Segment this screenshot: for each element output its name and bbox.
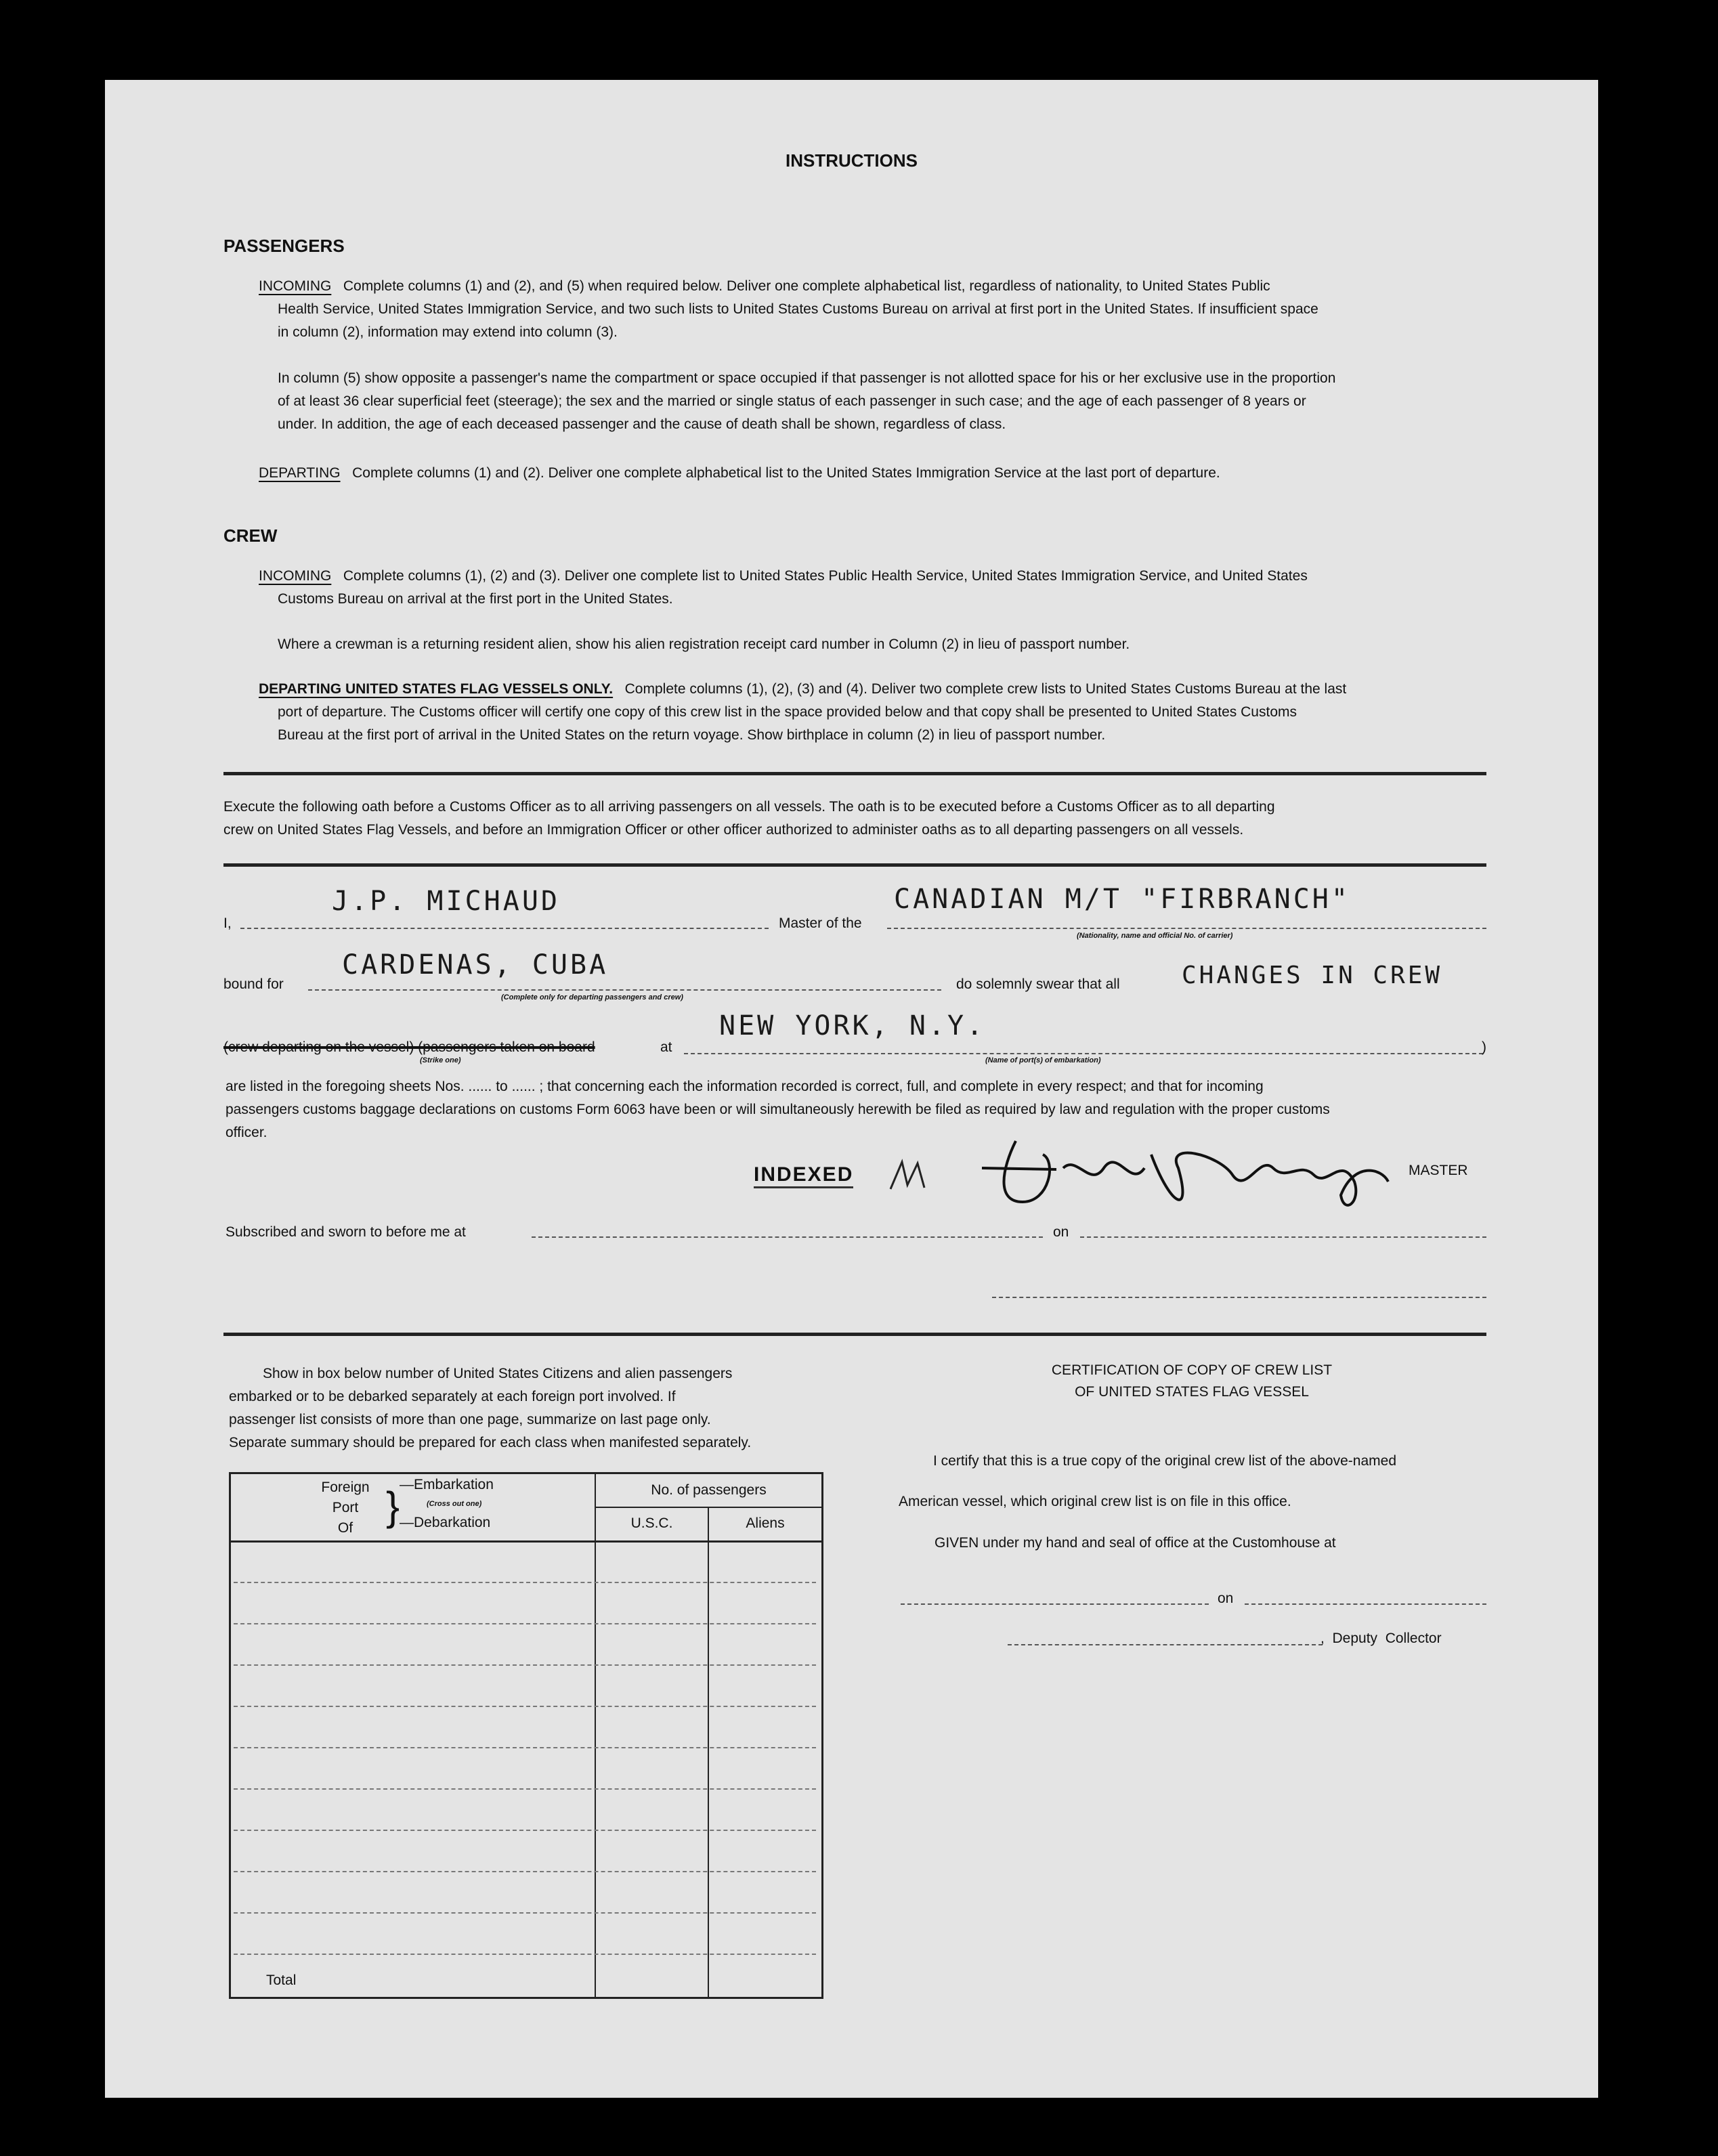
table-row[interactable] xyxy=(234,1954,816,1955)
debarkation-label[interactable]: —Debarkation xyxy=(400,1515,491,1530)
i-label: I, xyxy=(223,915,232,931)
port-label: Port xyxy=(332,1500,359,1515)
bound-for-label: bound for xyxy=(223,976,284,992)
certification-date-field[interactable] xyxy=(1245,1603,1486,1605)
summary-intro xyxy=(229,1362,819,1454)
embarkation-options xyxy=(400,1475,494,1533)
customhouse-field[interactable] xyxy=(901,1603,1209,1605)
passengers-incoming-label: INCOMING xyxy=(259,278,332,294)
sheets-line-3: officer. xyxy=(226,1125,267,1140)
column5-text-2: of at least 36 clear superficial feet (steerage); the sex and the married or single status of each passenger in such case; and the age of each passenger of 8 years or xyxy=(278,393,1306,409)
certify-text-2: American vessel, which original crew list is on file in this office. xyxy=(899,1494,1291,1509)
master-signature xyxy=(975,1127,1415,1226)
sheets-line-1: are listed in the foregoing sheets Nos. ...... to ...... ; that concerning each the information recorded is correct, full, and complete in every respect; and that for incoming xyxy=(226,1079,1264,1094)
table-row[interactable] xyxy=(234,1871,816,1872)
subscribed-date-field[interactable] xyxy=(1080,1236,1486,1238)
master-name-value: J.P. MICHAUD xyxy=(332,886,560,917)
at-label: at xyxy=(660,1039,672,1055)
destination-value: CARDENAS, CUBA xyxy=(342,949,609,980)
foreign-label: Foreign xyxy=(321,1480,370,1495)
initials-mark xyxy=(887,1157,928,1194)
summary-intro-2: embarked or to be debarked separately at each foreign port involved. If xyxy=(229,1389,676,1404)
table-divider-usc xyxy=(708,1507,709,1997)
subscribed-on-label: on xyxy=(1053,1224,1069,1240)
destination-field[interactable] xyxy=(308,989,941,991)
crew-incoming-label: INCOMING xyxy=(259,568,332,584)
passengers-departing-text: Complete columns (1) and (2). Deliver one complete alphabetical list to the United States Immigration Service at the last port of departure. xyxy=(352,465,1220,481)
table-row[interactable] xyxy=(234,1623,816,1624)
port-value: NEW YORK, N.Y. xyxy=(719,1010,986,1041)
of-label: Of xyxy=(337,1520,353,1536)
crew-resident-text: Where a crewman is a returning resident alien, show his alien registration receipt card number in Column (2) in lieu of passport number. xyxy=(278,637,1130,652)
table-row[interactable] xyxy=(234,1912,816,1914)
passengers-heading: PASSENGERS xyxy=(223,236,345,256)
crew-incoming-block xyxy=(259,565,1484,611)
swear-label: do solemnly swear that all xyxy=(956,976,1120,992)
passengers-departing-label: DEPARTING xyxy=(259,465,341,481)
port-field[interactable] xyxy=(684,1053,1483,1054)
passengers-incoming-block xyxy=(259,275,1484,344)
passenger-summary-table xyxy=(229,1472,823,1999)
foreign-port-of-label xyxy=(318,1478,372,1538)
master-name-field[interactable] xyxy=(240,928,769,929)
master-of-label: Master of the xyxy=(779,915,862,931)
column5-text-1: In column (5) show opposite a passenger's name the compartment or space occupied if that passenger is not allotted space for his or her exclusive use in the proportion xyxy=(278,370,1336,386)
deputy-collector-label: , Deputy Collector xyxy=(1320,1631,1442,1646)
crew-departing-text-2: port of departure. The Customs officer will certify one copy of this crew list in the space provided below and that copy shall be presented to United States Customs xyxy=(278,704,1297,720)
subscribed-place-field[interactable] xyxy=(532,1236,1043,1238)
certification-title-1: CERTIFICATION OF COPY OF CREW LIST xyxy=(1051,1362,1333,1378)
page-title: INSTRUCTIONS xyxy=(786,150,918,171)
close-paren: ) xyxy=(1482,1039,1486,1055)
oath-divider xyxy=(223,863,1486,867)
sheets-line-2: passengers customs baggage declarations on customs Form 6063 have been or will simultaneously herewith be filed as required by law and regulation with the proper customs xyxy=(226,1102,1330,1117)
total-label: Total xyxy=(266,1972,297,1988)
oath-intro-2: crew on United States Flag Vessels, and before an Immigration Officer or other officer authorized to administer oaths as to all departing passengers on all vessels. xyxy=(223,822,1244,838)
column5-text-3: under. In addition, the age of each deceased passenger and the cause of death shall be shown, regardless of class. xyxy=(278,416,1006,432)
embarkation-label[interactable]: —Embarkation xyxy=(400,1477,494,1492)
table-row[interactable] xyxy=(234,1582,816,1583)
vessel-value: CANADIAN M/T "FIRBRANCH" xyxy=(894,884,1350,915)
summary-intro-3: passenger list consists of more than one page, summarize on last page only. xyxy=(229,1412,711,1427)
crew-heading: CREW xyxy=(223,525,278,546)
crew-incoming-text: Complete columns (1), (2) and (3). Deliver one complete list to United States Public Health Service, United States Immigration Service, and United States xyxy=(343,568,1308,584)
table-row[interactable] xyxy=(234,1664,816,1666)
table-row[interactable] xyxy=(234,1788,816,1790)
strike-one-note: (Strike one) xyxy=(420,1056,461,1064)
vessel-note: (Nationality, name and official No. of carrier) xyxy=(1077,932,1233,940)
table-header-rule xyxy=(229,1540,821,1543)
master-label: MASTER xyxy=(1409,1163,1468,1178)
aliens-header: Aliens xyxy=(746,1515,785,1531)
table-row[interactable] xyxy=(234,1747,816,1748)
table-row[interactable] xyxy=(234,1706,816,1707)
passengers-incoming-text-2: Health Service, United States Immigration Service, and two such lists to United States Customs Bureau on arrival at first port in the United States. If insufficient space xyxy=(278,301,1318,317)
officer-signature-field[interactable] xyxy=(992,1297,1486,1298)
cross-out-note: (Cross out one) xyxy=(427,1500,482,1508)
crew-passengers-struck: (crew departing on the vessel) (passengers taken on board xyxy=(223,1039,595,1055)
deputy-collector-field[interactable] xyxy=(1008,1644,1323,1645)
usc-header: U.S.C. xyxy=(630,1515,673,1531)
oath-intro xyxy=(223,796,1486,842)
crew-incoming-text-2: Customs Bureau on arrival at the first port in the United States. xyxy=(278,591,673,607)
summary-intro-1: Show in box below number of United States Citizens and alien passengers xyxy=(263,1366,733,1381)
certification-on-label: on xyxy=(1218,1591,1234,1606)
passengers-departing-block xyxy=(259,462,1220,485)
table-row[interactable] xyxy=(234,1830,816,1831)
certification-title xyxy=(894,1360,1490,1403)
crew-departing-text: Complete columns (1), (2), (3) and (4). Deliver two complete crew lists to United States Customs Bureau at the last xyxy=(624,681,1347,697)
no-passengers-header: No. of passengers xyxy=(651,1482,767,1498)
subscribed-label: Subscribed and sworn to before me at xyxy=(226,1224,466,1240)
certify-text-1: I certify that this is a true copy of the original crew list of the above-named xyxy=(933,1453,1396,1469)
swear-value: CHANGES IN CREW xyxy=(1182,962,1443,989)
passengers-incoming-text: Complete columns (1) and (2), and (5) when required below. Deliver one complete alphabetical list, regardless of nationality, to United States Public xyxy=(343,278,1270,294)
crew-departing-block xyxy=(259,678,1484,747)
certification-title-2: OF UNITED STATES FLAG VESSEL xyxy=(1075,1384,1309,1400)
given-text: GIVEN under my hand and seal of office at the Customhouse at xyxy=(935,1535,1336,1551)
indexed-stamp: INDEXED xyxy=(754,1163,853,1188)
port-note: (Name of port(s) of embarkation) xyxy=(985,1056,1101,1064)
destination-note: (Complete only for departing passengers and crew) xyxy=(501,993,683,1001)
passengers-column5-block xyxy=(278,367,1490,436)
summary-divider xyxy=(223,1333,1486,1336)
crew-departing-text-3: Bureau at the first port of arrival in the United States on the return voyage. Show birthplace in column (2) in lieu of passport number. xyxy=(278,727,1106,743)
section-divider xyxy=(223,772,1486,775)
passengers-incoming-text-3: in column (2), information may extend into column (3). xyxy=(278,324,618,340)
brace-icon: } xyxy=(386,1484,400,1529)
crew-departing-label: DEPARTING UNITED STATES FLAG VESSELS ONLY. xyxy=(259,681,614,697)
oath-intro-1: Execute the following oath before a Customs Officer as to all arriving passengers on all vessels. The oath is to be executed before a Customs Officer as to all departing xyxy=(223,799,1275,815)
table-divider-port xyxy=(595,1472,596,1997)
summary-intro-4: Separate summary should be prepared for each class when manifested separately. xyxy=(229,1435,752,1450)
vessel-field[interactable] xyxy=(887,928,1486,929)
